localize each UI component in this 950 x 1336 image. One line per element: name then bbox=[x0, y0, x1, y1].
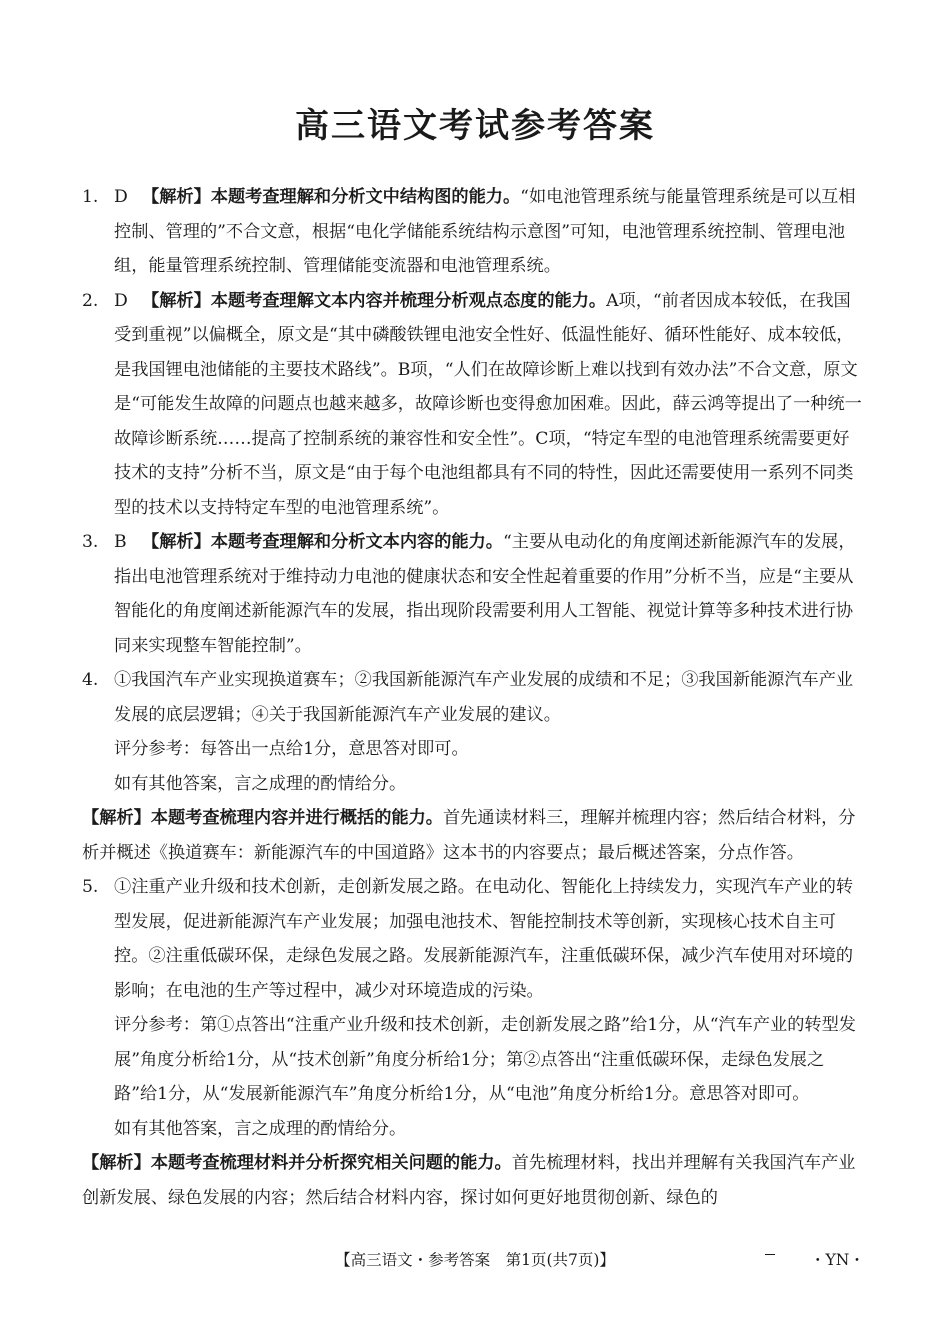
answer-item-5 bbox=[82, 870, 862, 1146]
answer-letter: B bbox=[114, 532, 127, 552]
answer-letter: D bbox=[114, 187, 128, 207]
answer-content bbox=[82, 180, 862, 1215]
item-number: 2. bbox=[82, 290, 99, 311]
analysis-lead: 本题考查理解和分析文中结构图的能力。 bbox=[210, 187, 521, 207]
answer-item-1 bbox=[82, 180, 862, 284]
analysis-paragraph-5 bbox=[82, 1146, 862, 1215]
item-number: 3. bbox=[82, 532, 99, 552]
analysis-lead: 本题考查理解和分析文本内容的能力。 bbox=[210, 532, 503, 552]
page-title: 高三语文考试参考答案 bbox=[295, 106, 655, 146]
analysis-lead: 本题考查理解文本内容并梳理分析观点态度的能力。 bbox=[210, 290, 607, 311]
answer-item-2 bbox=[82, 284, 862, 526]
footer-page-info: 【高三语文・参考答案 第1页(共7页)】 bbox=[335, 1251, 615, 1269]
answer-text: ①注重产业升级和技术创新，走创新发展之路。在电动化、智能化上持续发力，实现汽车产业的转型发展，促进新能源汽车产业发展；加强电池技术、智能控制技术等创新，实现核心技术自主可控。②注重低碳环保，走绿色发展之路。发展新能源汽车，注重低碳环保，减少汽车使用对环境的影响；在电池的生产等过程中，减少对环境造成的污染。 bbox=[114, 877, 854, 1001]
item-number: 4. bbox=[82, 670, 99, 690]
analysis-lead: 本题考查梳理材料并分析探究相关问题的能力。 bbox=[150, 1153, 512, 1173]
analysis-tag: 【解析】 bbox=[82, 808, 151, 828]
analysis-text: A项，“前者因成本较低，在我国受到重视”以偏概全，原文是“其中磷酸铁锂电池安全性好、低温性能好、循环性能好、成本较低，是我国锂电池储能的主要技术路线”。B项，“人们在故障诊断上难以找到有效办法”不合文意，原文是“可能发生故障的问题点也越来越多，故障诊断也变得愈加困难。因此，薛云鸿等提出了一种统一故障诊断系统……提高了控制系统的兼容性和安全性”。C项，“特定车型的电池管理系统需要更好技术的支持”分析不当，原文是“由于每个电池组都具有不同的特性，因此还需要使用一系列不同类型的技术以支持特定车型的电池管理系统”。 bbox=[114, 290, 862, 518]
analysis-text: “如电池管理系统与能量管理系统是可以互相控制、管理的”不合文意，根据“电化学储能系统结构示意图”可知，电池管理系统控制、管理电池组，能量管理系统控制、管理储能变流器和电池管理系统。 bbox=[114, 187, 856, 276]
item-number: 5. bbox=[82, 877, 99, 897]
footer-dash bbox=[765, 1254, 775, 1255]
scoring-reference: 评分参考：每答出一点给1分，意思答对即可。 bbox=[114, 739, 469, 759]
analysis-tag: 【解析】 bbox=[142, 187, 211, 207]
answer-letter: D bbox=[114, 290, 128, 311]
scoring-reference: 评分参考：第①点答出“注重产业升级和技术创新，走创新发展之路”给1分，从“汽车产业的转型发展”角度分析给1分，从“技术创新”角度分析给1分；第②点答出“注重低碳环保，走绿色发展之路”给1分，从“发展新能源汽车”角度分析给1分，从“电池”角度分析给1分。意思答对即可。 bbox=[114, 1015, 856, 1104]
analysis-text: 首先通读材料三，理解并梳理内容；然后结合材料，分析并概述《换道赛车：新能源汽车的中国道路》这本书的内容要点；最后概述答案，分点作答。 bbox=[82, 808, 856, 863]
footer-code: ・YN・ bbox=[810, 1251, 865, 1269]
answer-item-4 bbox=[82, 663, 862, 801]
analysis-tag: 【解析】 bbox=[142, 532, 211, 552]
answer-item-3 bbox=[82, 525, 862, 663]
analysis-paragraph-4 bbox=[82, 801, 862, 870]
other-answers-note: 如有其他答案，言之成理的酌情给分。 bbox=[114, 773, 407, 794]
item-number: 1. bbox=[82, 187, 99, 207]
analysis-text: 首先梳理材料，找出并理解有关我国汽车产业创新发展、绿色发展的内容；然后结合材料内容，探讨如何更好地贯彻创新、绿色的 bbox=[82, 1153, 856, 1208]
analysis-text: “主要从电动化的角度阐述新能源汽车的发展，指出电池管理系统对于维持动力电池的健康状态和安全性起着重要的作用”分析不当，应是“主要从智能化的角度阐述新能源汽车的发展，指出现阶段需要利用人工智能、视觉计算等多种技术进行协同来实现整车智能控制”。 bbox=[114, 532, 856, 656]
other-answers-note: 如有其他答案，言之成理的酌情给分。 bbox=[114, 1118, 407, 1139]
analysis-tag: 【解析】 bbox=[142, 290, 211, 311]
analysis-tag: 【解析】 bbox=[82, 1153, 151, 1173]
analysis-lead: 本题考查梳理内容并进行概括的能力。 bbox=[150, 808, 443, 828]
answer-text: ①我国汽车产业实现换道赛车；②我国新能源汽车产业发展的成绩和不足；③我国新能源汽车产业发展的底层逻辑；④关于我国新能源汽车产业发展的建议。 bbox=[114, 670, 854, 725]
